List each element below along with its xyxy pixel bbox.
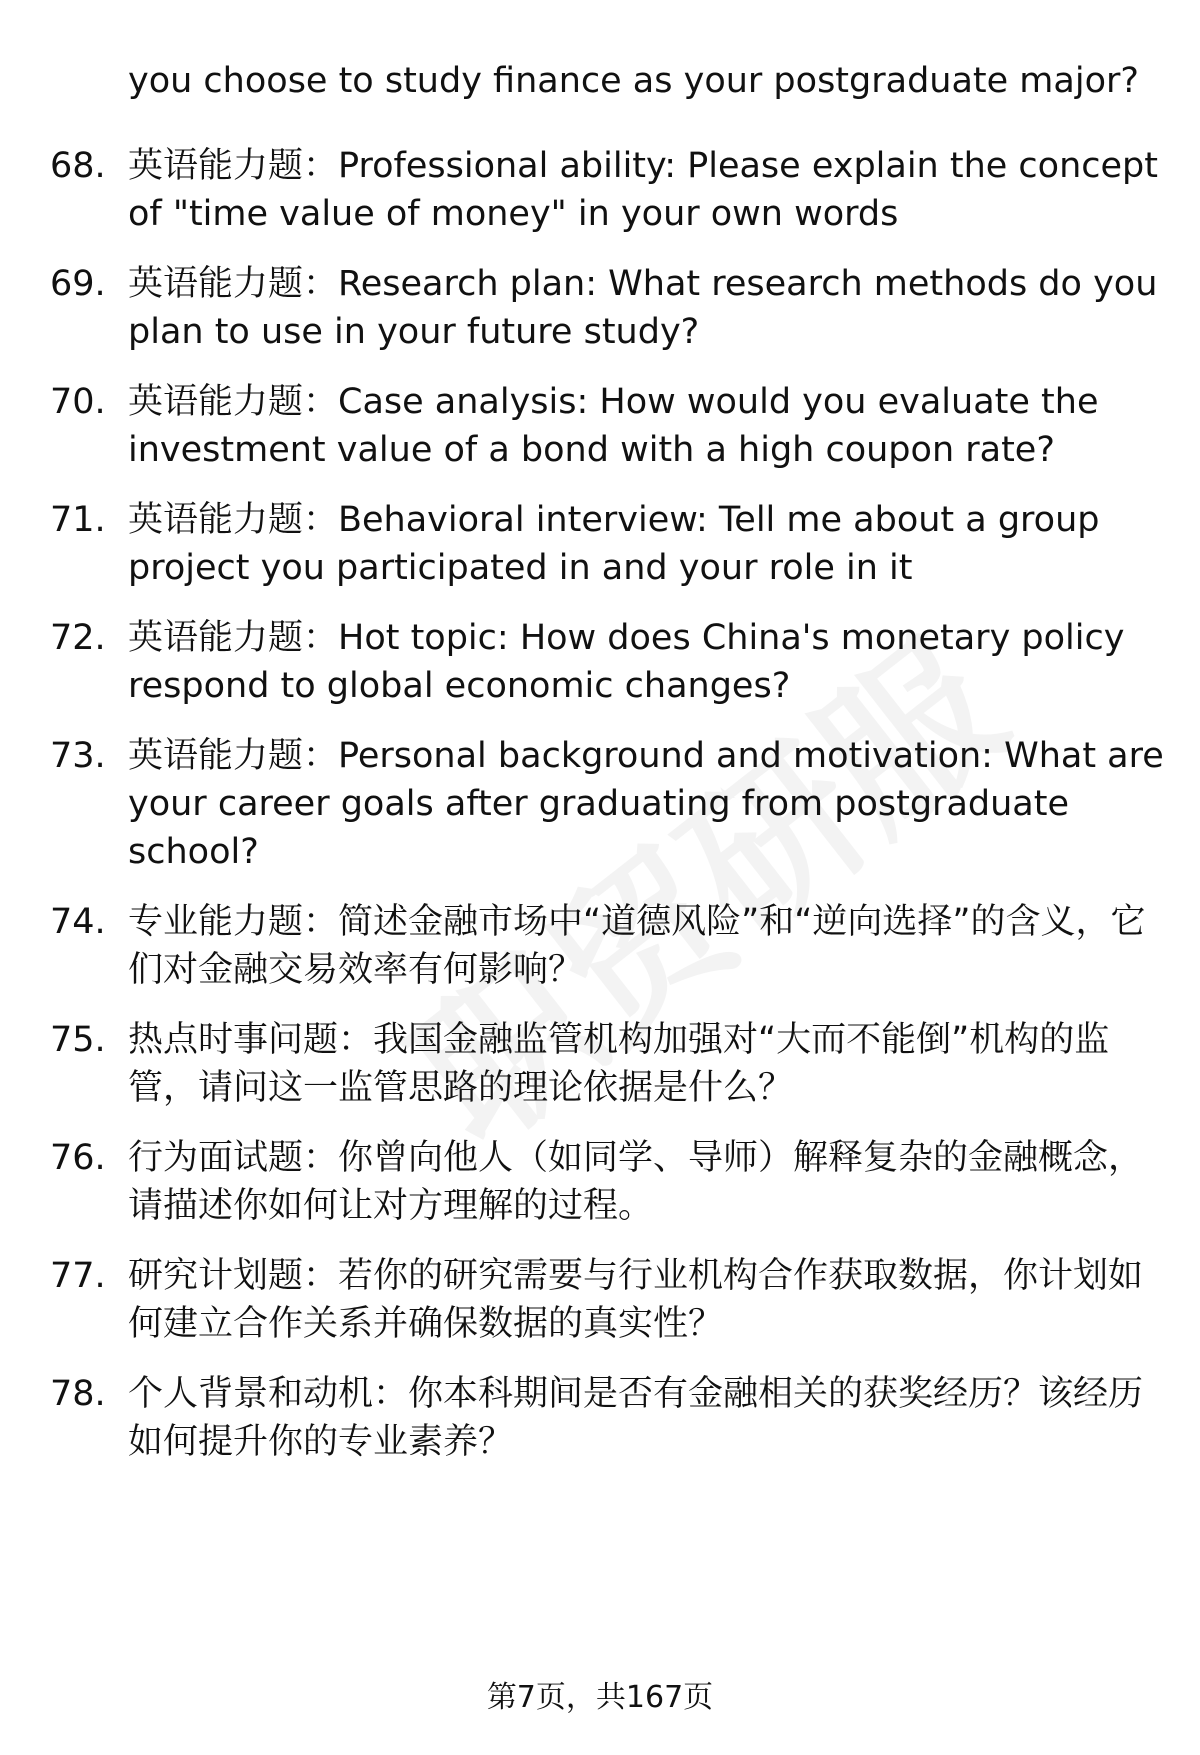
question-text: 个人背景和动机：你本科期间是否有金融相关的获奖经历？该经历如何提升你的专业素养？ (128, 1374, 1144, 1462)
question-number: 68. (50, 146, 106, 186)
question-text: 英语能力题：Behavioral interview: Tell me about a group project you participated in and your role in it (128, 500, 1100, 588)
question-text: 英语能力题：Hot topic: How does China's monetary policy respond to global economic changes? (128, 618, 1125, 706)
question-item-74 (50, 898, 1170, 994)
question-number: 78. (50, 1374, 106, 1414)
question-text: 专业能力题：简述金融市场中“道德风险”和“逆向选择”的含义，它们对金融交易效率有何影响？ (128, 902, 1146, 990)
question-number: 76. (50, 1138, 106, 1178)
question-item-75 (50, 1016, 1170, 1112)
question-number: 77. (50, 1256, 106, 1296)
page-footer: 第7页，共167页 (486, 1680, 714, 1715)
question-item-71 (50, 496, 1170, 592)
question-text: 英语能力题：Personal background and motivation: What are your career goals after graduating from postgraduate school? (128, 736, 1164, 872)
question-item-78 (50, 1370, 1170, 1466)
question-text: 研究计划题：若你的研究需要与行业机构合作获取数据，你计划如何建立合作关系并确保数据的真实性？ (128, 1256, 1144, 1344)
question-number: 70. (50, 382, 106, 422)
question-item-69 (50, 260, 1170, 356)
question-item-73 (50, 732, 1170, 876)
question-text: 英语能力题：Research plan: What research methods do you plan to use in your future study? (128, 264, 1158, 352)
question-number: 75. (50, 1020, 106, 1060)
question-number: 73. (50, 736, 106, 776)
question-number: 69. (50, 264, 106, 304)
question-item-70 (50, 378, 1170, 474)
question-list (50, 142, 1170, 1466)
question-text: 行为面试题：你曾向他人（如同学、导师）解释复杂的金融概念，请描述你如何让对方理解的过程。 (128, 1138, 1144, 1226)
question-text: 热点时事问题：我国金融监管机构加强对“大而不能倒”机构的监管，请问这一监管思路的理论依据是什么？ (128, 1020, 1110, 1108)
question-item-77 (50, 1252, 1170, 1348)
question-item-72 (50, 614, 1170, 710)
question-number: 71. (50, 500, 106, 540)
question-text: 英语能力题：Professional ability: Please explain the concept of "time value of money" in your own words (128, 146, 1158, 234)
continuation-text: you choose to study finance as your postgraduate major? (128, 61, 1139, 101)
question-item-76 (50, 1134, 1170, 1230)
question-number: 74. (50, 902, 106, 942)
question-item-68 (50, 142, 1170, 238)
question-text: 英语能力题：Case analysis: How would you evaluate the investment value of a bond with a high coupon rate? (128, 382, 1099, 470)
question-number: 72. (50, 618, 106, 658)
